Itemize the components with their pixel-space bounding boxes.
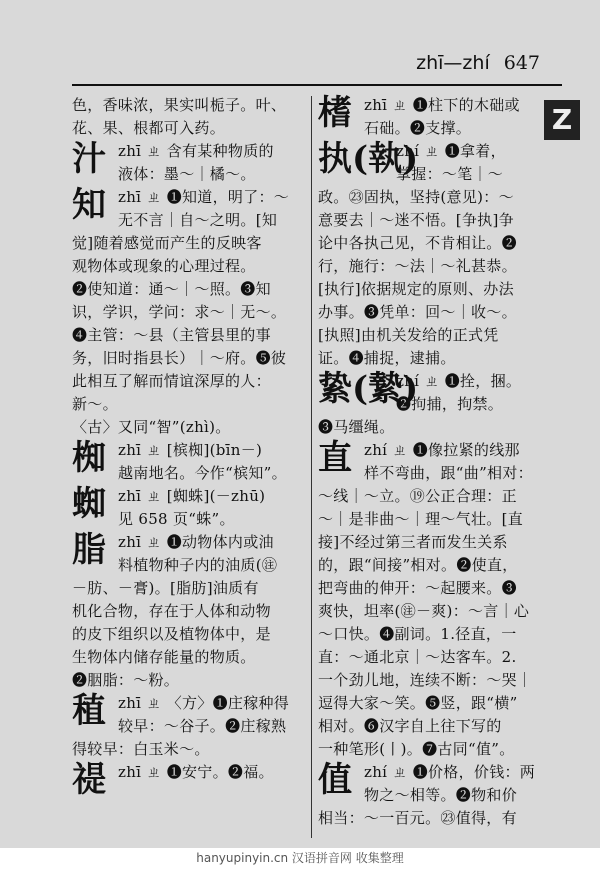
entry-text-line: 把弯曲的伸开：～起腰来。❸ xyxy=(318,579,517,597)
entry-text-line: 机化合物，存在于人体和动物 xyxy=(72,602,271,620)
right-column xyxy=(318,94,554,830)
dictionary-entry xyxy=(72,439,306,485)
entry-text-line: ～口快。❹副词。1.径直，一 xyxy=(318,625,517,643)
entry-text-line: 意要去｜～迷不悟。[争执]争 xyxy=(318,211,514,229)
entry-text-line: zhí ㄓ ❶拴，捆。 xyxy=(396,372,522,390)
headword: 禔 xyxy=(72,760,106,800)
entry-text-line: 直：～通北京｜～达客车。2. xyxy=(318,648,517,666)
dictionary-entry xyxy=(72,760,306,800)
entry-text-line: 无不言｜自～之明。[知 xyxy=(118,211,278,229)
dictionary-entry xyxy=(318,761,554,830)
entry-text-line: 见 658 页“蛛”。 xyxy=(118,510,235,528)
headword: 汁 xyxy=(72,139,106,179)
entry-text-line: 办事。❸凭单：回～｜收～。 xyxy=(318,303,517,321)
entry-text-line: zhī ㄓ [槟椥](bīn－) xyxy=(118,441,263,459)
entry-text-line: 觉]随着感觉而产生的反映客 xyxy=(72,234,262,252)
entry-text-line: zhí ㄓ ❶价格，价钱：两 xyxy=(364,763,536,781)
entry-text-line: 相对。❻汉字自上往下写的 xyxy=(318,717,502,735)
headword: 蜘 xyxy=(72,484,106,524)
entry-text-line: [执照]由机关发给的正式凭 xyxy=(318,326,499,344)
entry-text-line: 识，学识，学问：求～｜无～。 xyxy=(72,303,287,321)
headword: 榰 xyxy=(318,93,352,133)
dictionary-entry xyxy=(72,140,306,186)
dictionary-entry xyxy=(318,370,554,439)
dictionary-entry xyxy=(72,692,306,761)
header-rule xyxy=(72,84,562,86)
headword: 知 xyxy=(72,185,106,225)
entry-text-line: 政。㉓固执，坚持(意见)：～ xyxy=(318,188,514,206)
entry-text-line: 生物体内储存能量的物质。 xyxy=(72,648,256,666)
entry-text-line: 观物体或现象的心理过程。 xyxy=(72,257,256,275)
entry-text-line: 色，香味浓，果实叫栀子。叶、 xyxy=(72,96,287,114)
entry-text-line: ❹主管：～县（主管县里的事 xyxy=(72,326,271,344)
entry-text-line: 花、果、根都可入药。 xyxy=(72,119,226,137)
entry-text-line: 此相互了解而情谊深厚的人： xyxy=(72,372,271,390)
entry-text-line: ～线｜～立。⑲公正合理：正 xyxy=(318,487,517,505)
entry-text-line: ❷胭脂：～粉。 xyxy=(72,671,180,689)
entry-text-line: 的，跟“间接”相对。❷使直， xyxy=(318,556,518,574)
entry-text-line: 石础。❷支撑。 xyxy=(364,119,472,137)
entry-text-line: 越南地名。今作“槟知”。 xyxy=(118,464,287,482)
entry-text-line: 逗得大家～笑。❺竖，跟“横” xyxy=(318,694,518,712)
page-header xyxy=(416,52,540,74)
dictionary-entry xyxy=(318,140,554,370)
entry-text-line: 液体：墨～｜橘～。 xyxy=(118,165,256,183)
entry-text-line: 较早：～谷子。❷庄稼熟 xyxy=(118,717,287,735)
dictionary-entry xyxy=(72,416,306,439)
letter-index-tab: Z xyxy=(544,100,580,140)
headword: 值 xyxy=(318,760,352,800)
entry-text-line: 样不弯曲，跟“曲”相对： xyxy=(364,464,533,482)
column-divider xyxy=(311,96,312,838)
entry-text-line: ❸马缰绳。 xyxy=(318,418,395,436)
entry-text-line: 证。❹捕捉，逮捕。 xyxy=(318,349,456,367)
entry-text-line: zhī ㄓ ❶安宁。❷福。 xyxy=(118,763,274,781)
entry-text-line: 一种笔形(丨)。❼古同“值”。 xyxy=(318,740,515,758)
page-number: 647 xyxy=(503,52,540,74)
entry-text-line: －肪、－膏)。[脂肪]油质有 xyxy=(72,579,259,597)
entry-text-line: 得较早：白玉米～。 xyxy=(72,740,210,758)
headword: 执(執) xyxy=(318,139,419,179)
entry-text-line: 行，施行：～法｜～礼甚恭。 xyxy=(318,257,517,275)
entry-text-line: 物之～相等。❷物和价 xyxy=(364,786,518,804)
entry-text-line: 〈古〉又同“智”(zhì)。 xyxy=(72,418,231,436)
entry-text-line: zhí ㄓ ❶拿着， xyxy=(396,142,506,160)
entry-text-line: 论中各执己见，不肯相让。❷ xyxy=(318,234,517,252)
entry-text-line: zhī ㄓ 〈方〉❶庄稼种得 xyxy=(118,694,290,712)
entry-text-line: 掌握：～笔｜～ xyxy=(396,165,504,183)
dictionary-entry xyxy=(318,439,554,761)
left-column xyxy=(72,94,306,800)
entry-text-line: 的皮下组织以及植物体中，是 xyxy=(72,625,271,643)
entry-text-line: 相当：～一百元。㉓值得，有 xyxy=(318,809,517,827)
entry-text-line: zhī ㄓ ❶柱下的木础或 xyxy=(364,96,520,114)
entry-text-line: 料植物种子内的油质(㊟ xyxy=(118,556,278,574)
header-pinyin-range: zhī—zhí xyxy=(416,52,490,74)
entry-text-line: ❷使知道：通～｜～照。❸知 xyxy=(72,280,271,298)
headword: 稙 xyxy=(72,691,106,731)
entry-text-line: ～｜是非曲～｜理～气壮。[直 xyxy=(318,510,524,528)
headword: 直 xyxy=(318,438,352,478)
dictionary-entry xyxy=(72,186,306,416)
entry-text-line: 务，旧时指县长）｜～府。❺彼 xyxy=(72,349,287,367)
dictionary-entry xyxy=(318,94,554,140)
entry-text-line: 新～。 xyxy=(72,395,118,413)
dictionary-entry xyxy=(72,531,306,692)
dictionary-entry xyxy=(72,485,306,531)
entry-text-line: zhī ㄓ 含有某种物质的 xyxy=(118,142,274,160)
entry-text-line: 一个劲儿地，连续不断：～哭｜ xyxy=(318,671,533,689)
footer-watermark: hanyupinyin.cn 汉语拼音网 收集整理 xyxy=(0,848,600,870)
entry-text-line: zhī ㄓ ❶知道，明了：～ xyxy=(118,188,290,206)
headword: 脂 xyxy=(72,530,106,570)
entry-text-line: ❷拘捕，拘禁。 xyxy=(396,395,504,413)
headword: 椥 xyxy=(72,438,106,478)
entry-text-line: [执行]依据规定的原则、办法 xyxy=(318,280,514,298)
headword: 絷(縶) xyxy=(318,369,419,409)
entry-text-line: zhī ㄓ [蜘蛛](－zhū) xyxy=(118,487,266,505)
entry-text-line: zhí ㄓ ❶像拉紧的线那 xyxy=(364,441,520,459)
dictionary-entry xyxy=(72,94,306,140)
entry-text-line: 接]不经过第三者而发生关系 xyxy=(318,533,508,551)
entry-text-line: 爽快，坦率(㊟－爽)：～言｜心 xyxy=(318,602,530,620)
entry-text-line: zhī ㄓ ❶动物体内或油 xyxy=(118,533,274,551)
